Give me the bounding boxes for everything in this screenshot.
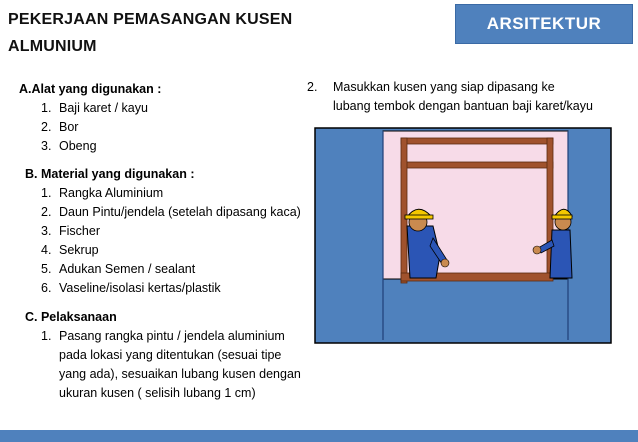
list-text: Sekrup — [59, 243, 99, 257]
list-number: 1. — [41, 101, 52, 115]
title-line-1: PEKERJAAN PEMASANGAN KUSEN — [8, 11, 293, 28]
list-text: Bor — [59, 120, 79, 134]
list-number: 2. — [41, 120, 52, 134]
list-number: 2. — [41, 205, 52, 219]
list-number: 1. — [41, 329, 52, 343]
list-number: 3. — [41, 224, 52, 238]
step-1-line-4: ukuran kusen ( selisih lubang 1 cm) — [59, 386, 256, 400]
list-text: Vaseline/isolasi kertas/plastik — [59, 281, 221, 295]
list-text: Fischer — [59, 224, 100, 238]
list-text: Adukan Semen / sealant — [59, 262, 196, 276]
footer-bar — [0, 430, 638, 442]
step-1-line-2: pada lokasi yang ditentukan (sesuai tipe — [59, 348, 282, 362]
step-2-line-1: Masukkan kusen yang siap dipasang ke — [333, 80, 555, 94]
step-1-line-3: yang ada), sesuaikan lubang kusen dengan — [59, 367, 301, 381]
section-c-heading: C. Pelaksanaan — [25, 310, 117, 324]
category-badge: ARSITEKTUR — [455, 4, 633, 44]
section-b-heading: B. Material yang digunakan : — [25, 167, 195, 181]
list-number: 1. — [41, 186, 52, 200]
step-1-line-1: Pasang rangka pintu / jendela aluminium — [59, 329, 285, 343]
list-number: 5. — [41, 262, 52, 276]
list-text: Daun Pintu/jendela (setelah dipasang kaca) — [59, 205, 301, 219]
list-number: 4. — [41, 243, 52, 257]
title-line-2: ALMUNIUM — [8, 38, 97, 55]
step-2-line-2: lubang tembok dengan bantuan baji karet/kayu — [333, 99, 593, 113]
list-number: 2. — [307, 80, 318, 94]
list-number: 3. — [41, 139, 52, 153]
section-a-heading: A.Alat yang digunakan : — [19, 82, 162, 96]
list-text: Rangka Aluminium — [59, 186, 164, 200]
list-number: 6. — [41, 281, 52, 295]
list-text: Obeng — [59, 139, 97, 153]
list-text: Baji karet / kayu — [59, 101, 148, 115]
